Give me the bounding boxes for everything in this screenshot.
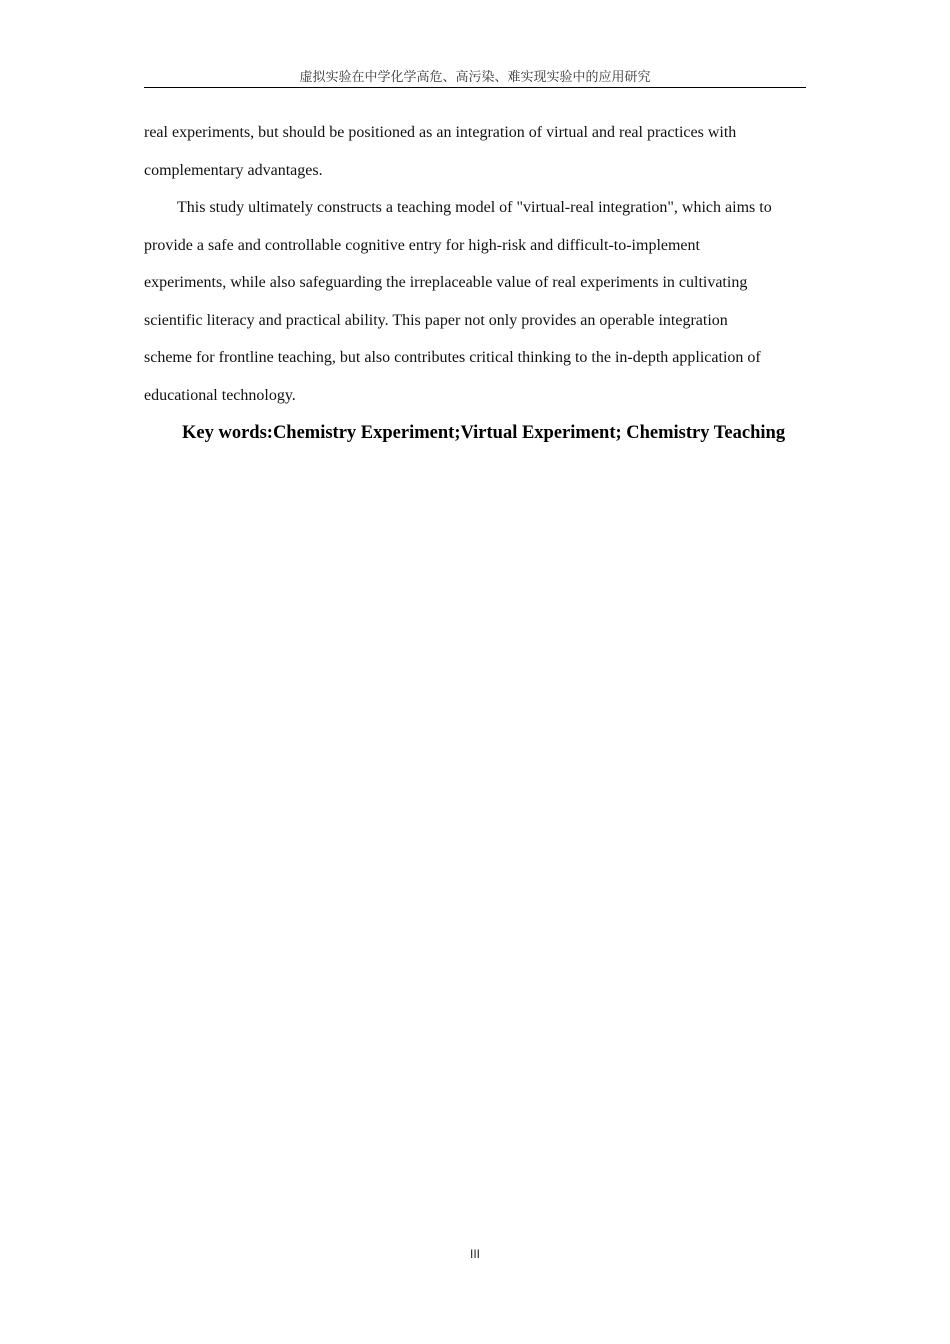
running-header-title: 虚拟实验在中学化学高危、高污染、难实现实验中的应用研究 — [299, 70, 651, 85]
text-line: This study ultimately constructs a teaching model of "virtual-real integration", which aims to — [177, 199, 772, 216]
abstract-paragraph-conclusion — [144, 189, 810, 414]
text-line: provide a safe and controllable cognitive entry for high-risk and difficult-to-implement — [144, 236, 700, 254]
keywords-line: Key words:Chemistry Experiment;Virtual Experiment; Chemistry Teaching — [182, 423, 786, 443]
text-line: scientific literacy and practical ability. This paper not only provides an operable integration — [144, 311, 728, 329]
page-header — [144, 68, 806, 88]
page-number: III — [469, 1247, 480, 1261]
text-line: scheme for frontline teaching, but also contributes critical thinking to the in-depth application of — [144, 349, 761, 366]
abstract-paragraph-continued — [144, 114, 810, 189]
text-line: educational technology. — [144, 386, 296, 404]
text-line: real experiments, but should be positioned as an integration of virtual and real practices with — [144, 124, 737, 141]
text-line: complementary advantages. — [144, 161, 323, 179]
abstract-body — [144, 114, 810, 414]
text-line: experiments, while also safeguarding the irreplaceable value of real experiments in cultivating — [144, 274, 748, 291]
